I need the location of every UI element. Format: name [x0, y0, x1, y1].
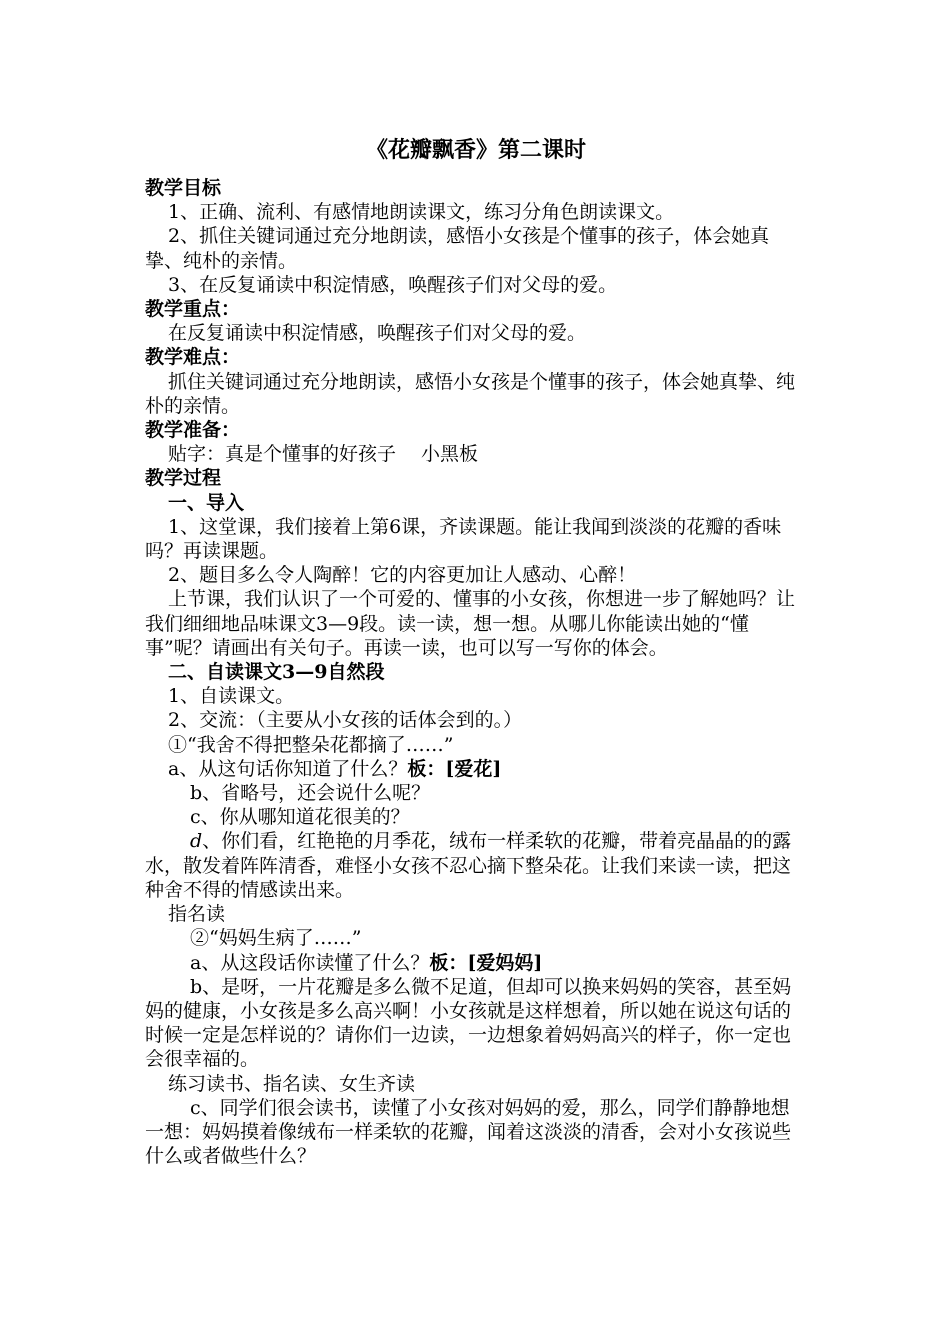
part2-line: 1、自读课文。 — [168, 685, 295, 708]
document-title: 《花瓣飘香》第二课时 — [365, 137, 586, 163]
board-note: 板：[爱花] — [407, 757, 502, 780]
question-line: b、省略号，还会说什么呢？ — [190, 782, 431, 805]
question-line: c、你从哪知道花很美的？ — [190, 806, 410, 829]
preparation-text: 贴字：真是个懂事的好孩子 小黑板 — [168, 443, 479, 466]
part2-line: 2、交流：（主要从小女孩的话体会到的。） — [168, 709, 523, 732]
preparation-heading: 教学准备： — [145, 419, 241, 442]
part1-line: 上节课，我们认识了一个可爱的、懂事的小女孩，你想进一步了解她吗？让我们细细地品味课文3—9段。读一读，想一想。从哪儿你能读出她的“懂事”呢？请画出有关句子。再读一读，也可以写一写你的体会。 — [145, 588, 796, 659]
question-text: 、你们看，红艳艳的月季花，绒布一样柔软的花瓣，带着亮晶晶的的露水，散发着阵阵清香，难怪小女孩不忍心摘下整朵花。让我们来读一读，把这种舍不得的情感读出来。 — [145, 830, 792, 901]
quote-1: ①“我舍不得把整朵花都摘了……” — [168, 733, 454, 756]
quote-2: ②“妈妈生病了……” — [190, 927, 362, 950]
process-heading: 教学过程 — [145, 467, 222, 490]
question-line: c、同学们很会读书，读懂了小女孩对妈妈的爱，那么，同学们静静地想一想：妈妈摸着像绒布一样柔软的花瓣，闻着这淡淡的清香，会对小女孩说些什么或者做些什么？ — [145, 1096, 792, 1168]
part2-heading: 二、自读课文3—9自然段 — [168, 661, 385, 684]
difficulty-text: 抓住关键词通过充分地朗读，感悟小女孩是个懂事的孩子，体会她真挚、纯朴的亲情。 — [145, 370, 796, 417]
part1-line: 2、题目多么令人陶醉！它的内容更加让人感动、心醉！ — [168, 564, 637, 587]
goal-item: 1、正确、流利、有感情地朗读课文，练习分角色朗读课文。 — [168, 201, 675, 224]
part1-heading: 一、导入 — [168, 491, 245, 514]
board-note: 板：[爱妈妈] — [429, 951, 543, 974]
question-line — [145, 829, 807, 902]
goal-item: 2、抓住关键词通过充分地朗读，感悟小女孩是个懂事的孩子，体会她真挚、纯朴的亲情。 — [145, 225, 770, 272]
reading-instruction: 练习读书、指名读、女生齐读 — [168, 1072, 416, 1095]
question-line: b、是呀，一片花瓣是多么微不足道，但却可以换来妈妈的笑容，甚至妈妈的健康，小女孩是多么高兴啊！小女孩就是这样想着，所以她在说这句话的时候一定是怎样说的？请你们一边读，一边想象着妈妈高兴的样子，你一定也会很幸福的。 — [145, 975, 792, 1071]
question-letter: d — [190, 830, 203, 853]
question-line — [145, 951, 807, 975]
part1-line: 1、这堂课，我们接着上第6课，齐读课题。能让我闻到淡淡的花瓣的香味吗？再读课题。 — [145, 515, 782, 563]
goal-item: 3、在反复诵读中积淀情感，唤醒孩子们对父母的爱。 — [168, 273, 618, 296]
document-page — [145, 130, 807, 1168]
reading-instruction: 指名读 — [168, 903, 226, 926]
difficulty-heading: 教学难点： — [145, 346, 241, 369]
key-point-text: 在反复诵读中积淀情感，唤醒孩子们对父母的爱。 — [168, 322, 587, 345]
question-text: a、从这句话你知道了什么？ — [168, 757, 408, 780]
question-line — [145, 757, 807, 781]
key-point-heading: 教学重点： — [145, 298, 241, 321]
question-text: a、从这段话你读懂了什么？ — [190, 951, 430, 974]
goals-heading: 教学目标 — [145, 177, 222, 199]
